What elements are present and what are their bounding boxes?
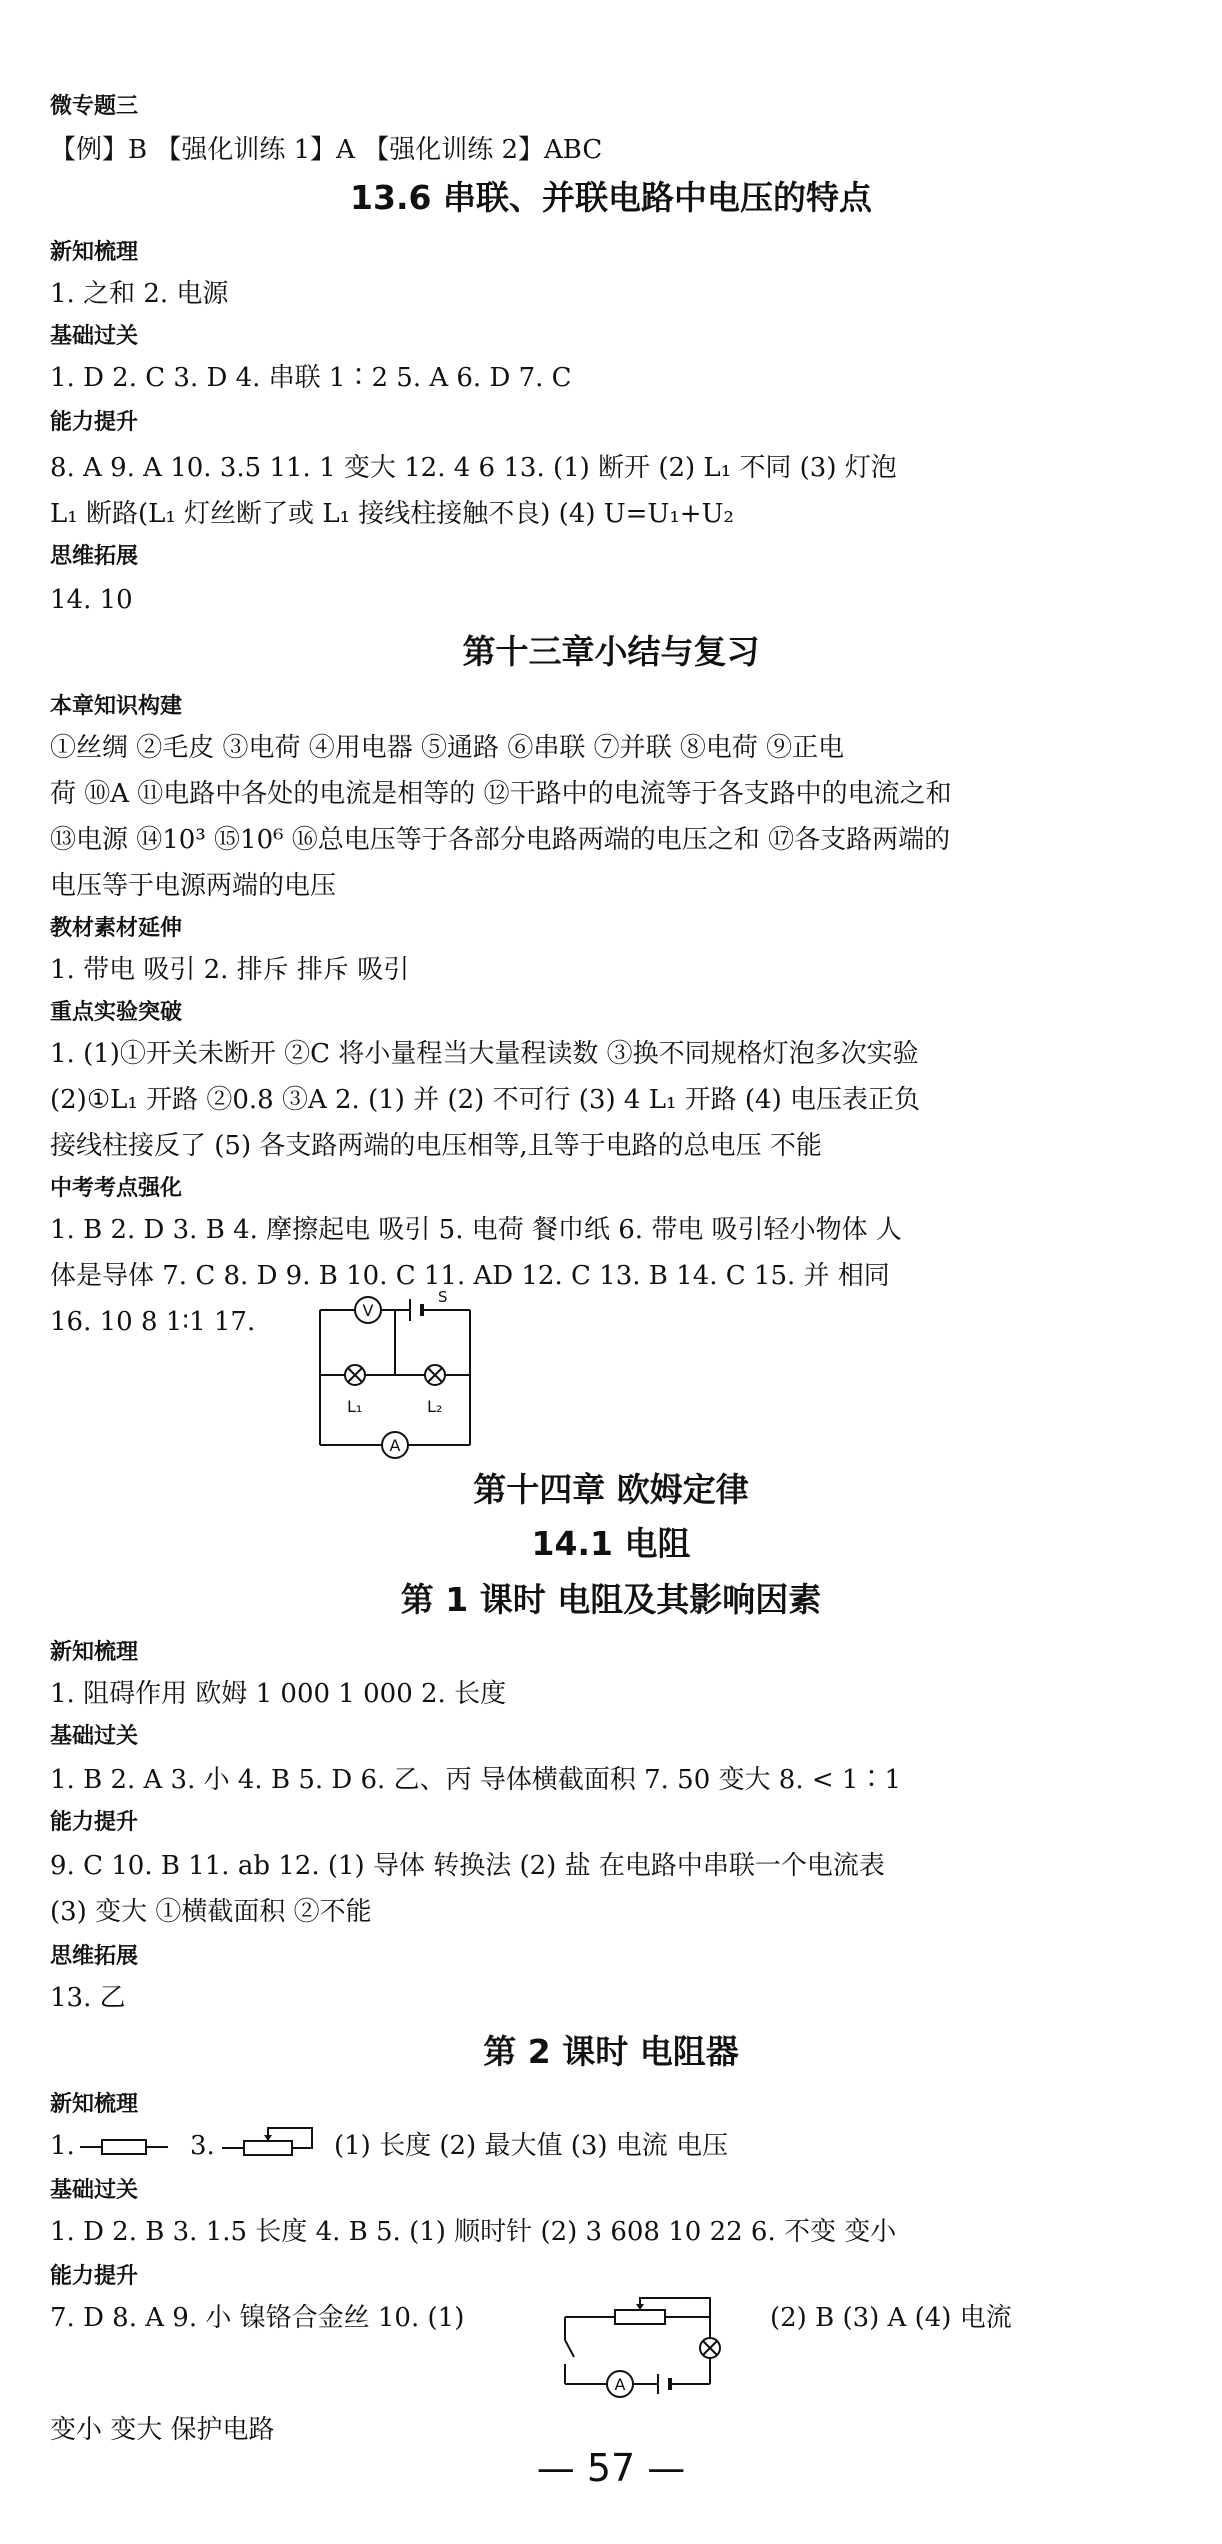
l2-ability-answers-1b: (2) B (3) A (4) 电流 xyxy=(770,2303,1012,2333)
exam-heading: 中考考点强化 xyxy=(50,1176,183,1201)
l1-ability-heading: 能力提升 xyxy=(50,1810,139,1835)
s13-6-basic-answers: 1. D 2. C 3. D 4. 串联 1∶2 5. A 6. D 7. C xyxy=(50,363,572,393)
switch-label: S xyxy=(438,1288,448,1306)
l1-basic-heading: 基础过关 xyxy=(50,1724,139,1749)
s13-6-thinking-heading: 思维拓展 xyxy=(50,544,139,569)
l2-basic-heading: 基础过关 xyxy=(50,2178,139,2203)
experiment-line-1: 1. (1)①开关未断开 ②C 将小量程当大量程读数 ③换不同规格灯泡多次实验 xyxy=(50,1039,919,1069)
ammeter-label: A xyxy=(389,1436,401,1455)
construct-line-4: 电压等于电源两端的电压 xyxy=(50,871,337,901)
l2-new-knowledge-answers: (1) 长度 (2) 最大值 (3) 电流 电压 xyxy=(334,2131,729,2161)
l1-thinking-answers: 13. 乙 xyxy=(50,1983,126,2013)
section-14-1-title: 14.1 电阻 xyxy=(531,1524,691,1563)
lamp-icon xyxy=(700,2338,720,2358)
lesson-2-title: 第 2 课时 电阻器 xyxy=(483,2032,739,2071)
circuit-10-diagram xyxy=(560,2292,740,2402)
l1-new-knowledge-heading: 新知梳理 xyxy=(50,1640,139,1665)
s13-6-ability-answers-1: 8. A 9. A 10. 3.5 11. 1 变大 12. 4 6 13. (1) 断开 (2) L₁ 不同 (3) 灯泡 xyxy=(50,453,897,483)
l1-basic-answers: 1. B 2. A 3. 小 4. B 5. D 6. 乙、丙 导体横截面积 7. 50 变大 8. < 1∶1 xyxy=(50,1765,902,1795)
lamp-l2-label: L₂ xyxy=(427,1397,443,1416)
construct-line-1: ①丝绸 ②毛皮 ③电荷 ④用电器 ⑤通路 ⑥串联 ⑦并联 ⑧电荷 ⑨正电 xyxy=(50,733,845,763)
section-13-6-title: 13.6 串联、并联电路中电压的特点 xyxy=(350,178,872,217)
micro-topic-answers: 【例】B 【强化训练 1】A 【强化训练 2】ABC xyxy=(50,135,603,165)
exam-line-1: 1. B 2. D 3. B 4. 摩擦起电 吸引 5. 电荷 餐巾纸 6. 带电 吸引轻小物体 人 xyxy=(50,1215,902,1245)
textbook-answers: 1. 带电 吸引 2. 排斥 排斥 吸引 xyxy=(50,955,410,985)
ammeter-label: A xyxy=(614,2375,626,2394)
resistor-symbol xyxy=(80,2134,170,2160)
battery-icon xyxy=(410,1299,422,1321)
l2-q1-label: 1. xyxy=(50,2131,75,2161)
exam-line-3: 16. 10 8 1∶1 17. xyxy=(50,1307,256,1337)
l2-ability-answers-1a: 7. D 8. A 9. 小 镍铬合金丝 10. (1) xyxy=(50,2303,465,2333)
construct-heading: 本章知识构建 xyxy=(50,694,183,719)
battery-icon xyxy=(658,2374,670,2394)
l1-new-knowledge-answers: 1. 阻碍作用 欧姆 1 000 1 000 2. 长度 xyxy=(50,1679,507,1709)
lesson-1-title: 第 1 课时 电阻及其影响因素 xyxy=(400,1580,822,1619)
voltmeter-label: V xyxy=(362,1301,374,1320)
chapter-13-review-title: 第十三章小结与复习 xyxy=(462,632,760,671)
micro-topic-heading: 微专题三 xyxy=(50,94,139,119)
experiment-line-3: 接线柱接反了 (5) 各支路两端的电压相等,且等于电路的总电压 不能 xyxy=(50,1131,822,1161)
l1-ability-answers-1: 9. C 10. B 11. ab 12. (1) 导体 转换法 (2) 盐 在电路中串联一个电流表 xyxy=(50,1851,885,1881)
l2-basic-answers: 1. D 2. B 3. 1.5 长度 4. B 5. (1) 顺时针 (2) 3 608 10 22 6. 不变 变小 xyxy=(50,2217,897,2247)
page-number: — 57 — xyxy=(536,2446,686,2490)
l1-thinking-heading: 思维拓展 xyxy=(50,1944,139,1969)
textbook-heading: 教材素材延伸 xyxy=(50,916,183,941)
chapter-14-title: 第十四章 欧姆定律 xyxy=(473,1470,749,1509)
lamp-l1-label: L₁ xyxy=(347,1397,363,1416)
construct-line-2: 荷 ⑩A ⑪电路中各处的电流是相等的 ⑫干路中的电流等于各支路中的电流之和 xyxy=(50,779,952,809)
lamp-l1-icon xyxy=(345,1365,365,1385)
s13-6-new-knowledge-heading: 新知梳理 xyxy=(50,240,139,265)
s13-6-ability-answers-2: L₁ 断路(L₁ 灯丝断了或 L₁ 接线柱接触不良) (4) U=U₁+U₂ xyxy=(50,499,734,529)
l2-q3-label: 3. xyxy=(190,2131,215,2161)
exam-line-2: 体是导体 7. C 8. D 9. B 10. C 11. AD 12. C 13. B 14. C 15. 并 相同 xyxy=(50,1261,890,1291)
s13-6-thinking-answers: 14. 10 xyxy=(50,585,133,615)
construct-line-3: ⑬电源 ⑭10³ ⑮10⁶ ⑯总电压等于各部分电路两端的电压之和 ⑰各支路两端的 xyxy=(50,825,951,855)
experiment-line-2: (2)①L₁ 开路 ②0.8 ③A 2. (1) 并 (2) 不可行 (3) 4 L₁ 开路 (4) 电压表正负 xyxy=(50,1085,921,1115)
l2-new-knowledge-heading: 新知梳理 xyxy=(50,2092,139,2117)
l2-ability-answers-2: 变小 变大 保护电路 xyxy=(50,2415,275,2445)
s13-6-ability-heading: 能力提升 xyxy=(50,410,139,435)
circuit-17-diagram xyxy=(310,1290,490,1460)
l1-ability-answers-2: (3) 变大 ①横截面积 ②不能 xyxy=(50,1897,372,1927)
s13-6-basic-heading: 基础过关 xyxy=(50,324,139,349)
experiment-heading: 重点实验突破 xyxy=(50,1000,183,1025)
lamp-l2-icon xyxy=(425,1365,445,1385)
rheostat-symbol xyxy=(222,2122,322,2162)
s13-6-new-knowledge-answers: 1. 之和 2. 电源 xyxy=(50,279,229,309)
l2-ability-heading: 能力提升 xyxy=(50,2264,139,2289)
